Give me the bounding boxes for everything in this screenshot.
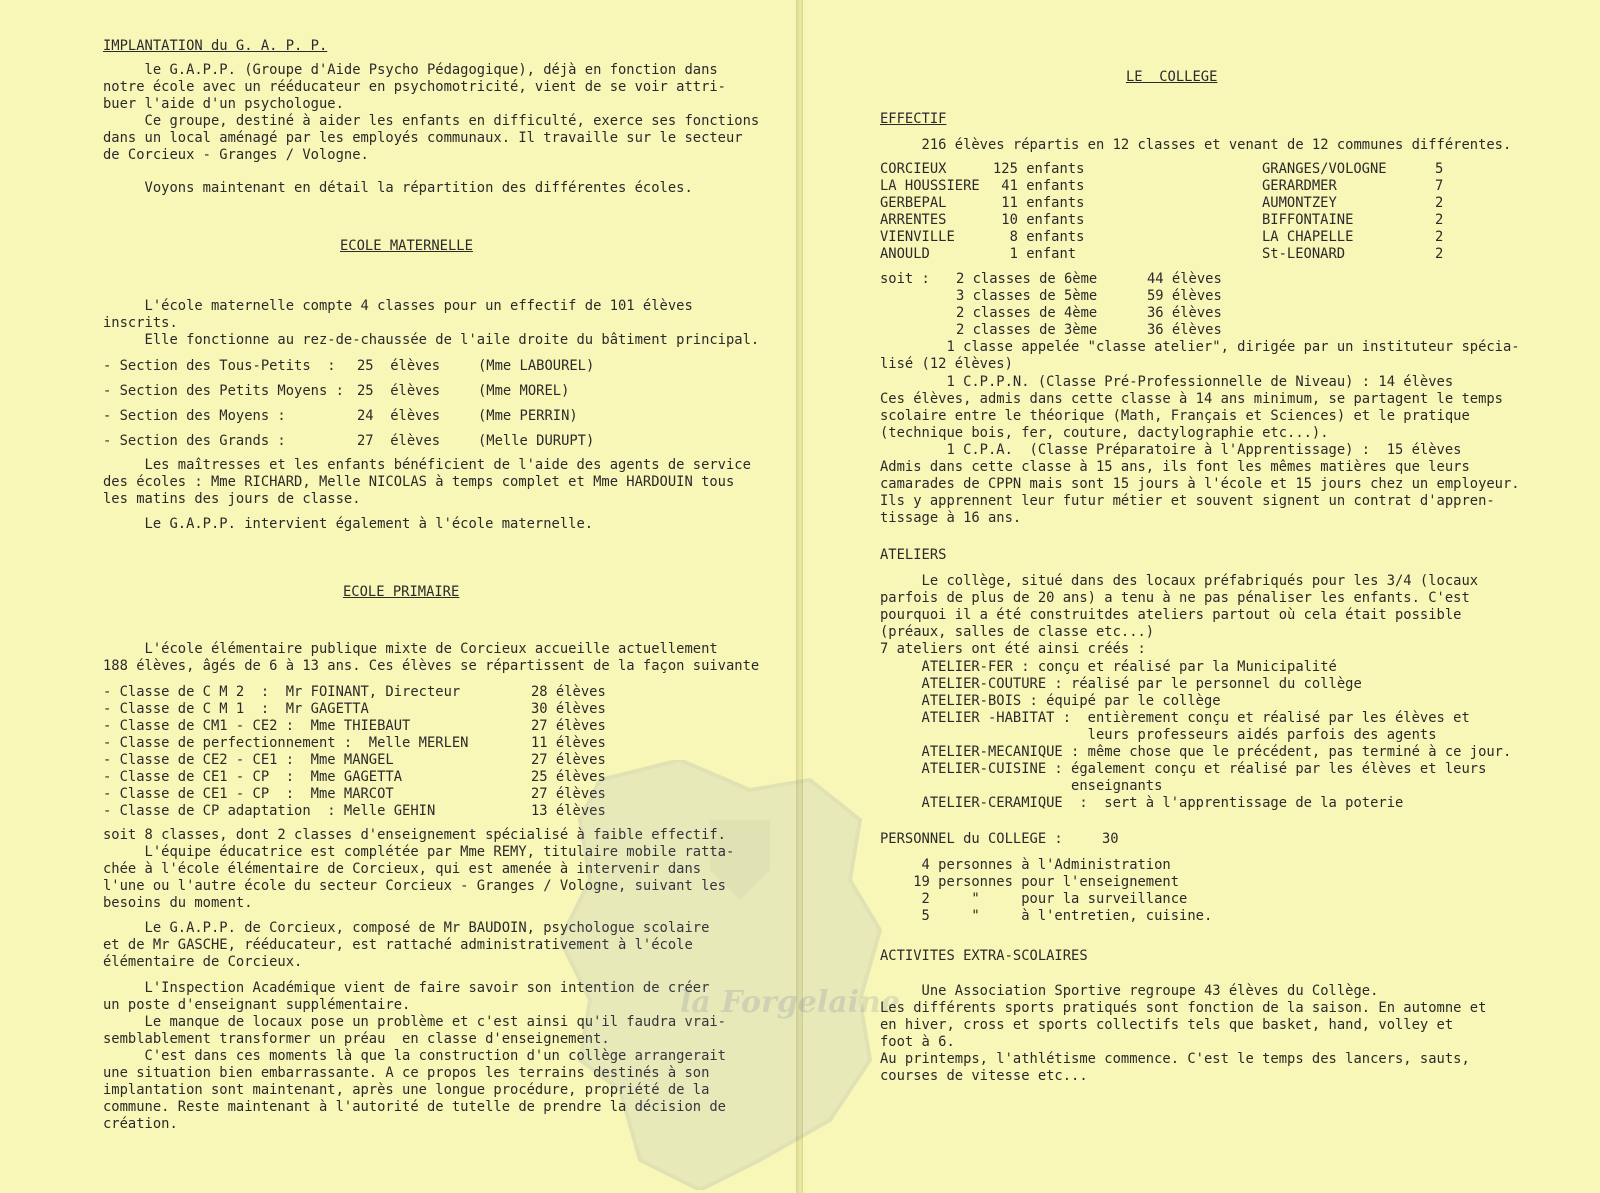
atelier-class-line-1: 1 classe appelée "classe atelier", dirigée par un instituteur spécia- (880, 339, 1520, 355)
watermark-map-icon (560, 760, 890, 1190)
primaire-p1-line-1: L'école élémentaire publique mixte de Corcieux accueille actuellement (103, 641, 718, 657)
commune-count: 11 enfants (993, 195, 1085, 211)
maternelle-p3-line-2: des écoles : Mme RICHARD, Melle NICOLAS à temps complet et Mme HARDOUIN tous (103, 474, 735, 490)
class-label: - Classe de C M 2 : Mr FOINANT, Directeur (103, 684, 461, 700)
effectif-heading: EFFECTIF (880, 111, 947, 127)
commune-name: GERBEPAL (880, 195, 947, 211)
section-count: 27 élèves (357, 433, 441, 449)
personnel-line: 19 personnes pour l'enseignement (880, 874, 1180, 890)
maternelle-p2: Elle fonctionne au rez-de-chaussée de l'aile droite du bâtiment principal. (103, 332, 760, 348)
class-count: 11 élèves (531, 735, 606, 751)
section-label: - Section des Petits Moyens : (103, 383, 344, 399)
atelier-item: leurs professeurs aidés parfois des agents (880, 727, 1437, 743)
class-label: - Classe de CE1 - CP : Mme MARCOT (103, 786, 394, 802)
activites-heading: ACTIVITES EXTRA-SCOLAIRES (880, 948, 1088, 964)
commune-count: 2 (1435, 246, 1444, 262)
maternelle-p4: Le G.A.P.P. intervient également à l'école maternelle. (103, 516, 594, 532)
primaire-p1-line-2: 188 élèves, âgés de 6 à 13 ans. Ces élèves se répartissent de la façon suivante (103, 658, 760, 674)
ateliers-p1-line-2: parfois de plus de 20 ans) a tenu à ne pas pénaliser les enfants. C'est (880, 590, 1470, 606)
commune-name: AUMONTZEY (1262, 195, 1337, 211)
commune-count: 2 (1435, 212, 1444, 228)
section-count: 25 élèves (357, 358, 441, 374)
class-count: 30 élèves (531, 701, 606, 717)
commune-name: VIENVILLE (880, 229, 955, 245)
class-count: 27 élèves (531, 786, 606, 802)
implantation-p1-line-1: le G.A.P.P. (Groupe d'Aide Psycho Pédagogique), déjà en fonction dans (103, 62, 718, 78)
commune-name: GRANGES/VOLOGNE (1262, 161, 1387, 177)
college-title: LE COLLEGE (1126, 69, 1218, 85)
primaire-p6-line-2: semblablement transformer un préau en classe d'enseignement. (103, 1031, 610, 1047)
implantation-p1-line-3: buer l'aide d'un psychologue. (103, 96, 344, 112)
activites-line: Les différents sports pratiqués sont fonction de la saison. En automne et (880, 1000, 1487, 1016)
activites-line: Au printemps, l'athlétisme commence. C'est le temps des lancers, sauts, (880, 1051, 1470, 1067)
cppn-line-2: Ces élèves, admis dans cette classe à 14 ans minimum, se partagent le temps (880, 391, 1503, 407)
primaire-p3-line-1: L'équipe éducatrice est complétée par Mme REMY, titulaire mobile ratta- (103, 844, 735, 860)
maternelle-p1-line-1: L'école maternelle compte 4 classes pour un effectif de 101 élèves (103, 298, 693, 314)
activites-line: courses de vitesse etc... (880, 1068, 1088, 1084)
atelier-item: ATELIER-CUISINE : également conçu et réalisé par les élèves et leurs (880, 761, 1487, 777)
commune-count: 7 (1435, 178, 1444, 194)
class-count: 25 élèves (531, 769, 606, 785)
primaire-p7-line-5: création. (103, 1116, 178, 1132)
class-count: 27 élèves (531, 752, 606, 768)
cpa-line-5: tissage à 16 ans. (880, 510, 1022, 526)
primaire-p2: soit 8 classes, dont 2 classes d'enseignement spécialisé à faible effectif. (103, 827, 726, 843)
level-classes: 3 classes de 5ème (956, 288, 1098, 304)
cppn-line-3: scolaire entre le théorique (Math, Français et Sciences) et le pratique (880, 408, 1470, 424)
level-count: 44 élèves (1147, 271, 1222, 287)
primaire-p5-line-1: L'Inspection Académique vient de faire savoir son intention de créer (103, 980, 710, 996)
level-count: 59 élèves (1147, 288, 1222, 304)
class-label: - Classe de CP adaptation : Melle GEHIN (103, 803, 436, 819)
commune-name: CORCIEUX (880, 161, 947, 177)
primaire-p4-line-1: Le G.A.P.P. de Corcieux, composé de Mr BAUDOIN, psychologue scolaire (103, 920, 710, 936)
implantation-p1-line-2: notre école avec un rééducateur en psychomotricité, vient de se voir attri- (103, 79, 726, 95)
maternelle-heading: ECOLE MATERNELLE (340, 238, 473, 254)
atelier-item: enseignants (880, 778, 1163, 794)
class-count: 27 élèves (531, 718, 606, 734)
class-label: - Classe de perfectionnement : Melle MERLEN (103, 735, 469, 751)
class-label: - Classe de CM1 - CE2 : Mme THIEBAUT (103, 718, 411, 734)
primaire-p5-line-2: un poste d'enseignant supplémentaire. (103, 997, 411, 1013)
commune-count: 41 enfants (993, 178, 1085, 194)
level-classes: 2 classes de 3ème (956, 322, 1098, 338)
commune-name: ANOULD (880, 246, 930, 262)
class-label: - Classe de CE2 - CE1 : Mme MANGEL (103, 752, 394, 768)
atelier-class-line-2: lisé (12 élèves) (880, 356, 1013, 372)
commune-count: 2 (1435, 195, 1444, 211)
section-label: - Section des Moyens : (103, 408, 286, 424)
class-label: - Classe de C M 1 : Mr GAGETTA (103, 701, 369, 717)
atelier-item: ATELIER-MECANIQUE : même chose que le précédent, pas terminé à ce jour. (880, 744, 1512, 760)
implantation-heading: IMPLANTATION du G. A. P. P. (103, 38, 328, 54)
section-label: - Section des Tous-Petits : (103, 358, 336, 374)
section-teacher: (Mme MOREL) (478, 383, 570, 399)
level-count: 36 élèves (1147, 322, 1222, 338)
primaire-p7-line-4: commune. Reste maintenant à l'autorité de tutelle de prendre la décision de (103, 1099, 726, 1115)
commune-name: LA HOUSSIERE (880, 178, 980, 194)
atelier-item: ATELIER-BOIS : équipé par le collège (880, 693, 1221, 709)
ateliers-p1-line-3: pourquoi il a été construitdes ateliers partout où cela était possible (880, 607, 1462, 623)
ateliers-p2: 7 ateliers ont été ainsi créés : (880, 641, 1146, 657)
primaire-p4-line-2: et de Mr GASCHE, rééducateur, est rattaché administrativement à l'école (103, 937, 693, 953)
activites-line: en hiver, cross et sports collectifs tels que basket, hand, volley et (880, 1017, 1454, 1033)
commune-name: BIFFONTAINE (1262, 212, 1354, 228)
primaire-p3-line-3: l'une ou l'autre école du secteur Corcieux - Granges / Vologne, suivant les (103, 878, 726, 894)
level-count: 36 élèves (1147, 305, 1222, 321)
personnel-heading: PERSONNEL du COLLEGE : (880, 831, 1063, 847)
primaire-p4-line-3: élémentaire de Corcieux. (103, 954, 303, 970)
atelier-item: ATELIER-FER : conçu et réalisé par la Municipalité (880, 659, 1337, 675)
ateliers-p1-line-1: Le collège, situé dans des locaux préfabriqués pour les 3/4 (locaux (880, 573, 1479, 589)
atelier-item: ATELIER-COUTURE : réalisé par le personnel du collège (880, 676, 1362, 692)
implantation-p2-line-3: de Corcieux - Granges / Vologne. (103, 147, 369, 163)
primaire-p3-line-2: chée à l'école élémentaire de Corcieux, qui est amenée à intervenir dans (103, 861, 702, 877)
maternelle-p3-line-3: les matins des jours de classe. (103, 491, 361, 507)
implantation-p3: Voyons maintenant en détail la répartition des différentes écoles. (103, 180, 693, 196)
personnel-line: 4 personnes à l'Administration (880, 857, 1171, 873)
ateliers-heading: ATELIERS (880, 547, 947, 563)
class-count: 28 élèves (531, 684, 606, 700)
effectif-intro: 216 élèves répartis en 12 classes et venant de 12 communes différentes. (880, 137, 1512, 153)
commune-count: 1 enfant (993, 246, 1077, 262)
cpa-line-3: camarades de CPPN mais sont 15 jours à l'école et 15 jours chez un employeur. (880, 476, 1520, 492)
commune-name: LA CHAPELLE (1262, 229, 1354, 245)
commune-count: 2 (1435, 229, 1444, 245)
section-count: 24 élèves (357, 408, 441, 424)
primaire-p3-line-4: besoins du moment. (103, 895, 253, 911)
section-label: - Section des Grands : (103, 433, 286, 449)
atelier-item: ATELIER-CERAMIQUE : sert à l'apprentissage de la poterie (880, 795, 1404, 811)
maternelle-p3-line-1: Les maîtresses et les enfants bénéficient de l'aide des agents de service (103, 457, 751, 473)
primaire-p7-line-3: implantation sont maintenant, après une longue procédure, propriété de la (103, 1082, 710, 1098)
cppn-line-1: 1 C.P.P.N. (Classe Pré-Professionnelle de Niveau) : 14 élèves (880, 374, 1454, 390)
ateliers-p1-line-4: (préaux, salles de classe etc...) (880, 624, 1155, 640)
commune-count: 8 enfants (993, 229, 1085, 245)
right-page (803, 0, 1600, 1193)
level-classes: 2 classes de 4ème (956, 305, 1098, 321)
commune-name: ARRENTES (880, 212, 947, 228)
cpa-line-1: 1 C.P.A. (Classe Préparatoire à l'Apprentissage) : 15 élèves (880, 442, 1462, 458)
implantation-p2-line-1: Ce groupe, destiné à aider les enfants en difficulté, exerce ses fonctions (103, 113, 760, 129)
commune-count: 5 (1435, 161, 1444, 177)
section-teacher: (Mme LABOUREL) (478, 358, 595, 374)
personnel-line: 5 " à l'entretien, cuisine. (880, 908, 1213, 924)
section-teacher: (Melle DURUPT) (478, 433, 595, 449)
section-teacher: (Mme PERRIN) (478, 408, 578, 424)
commune-name: GERARDMER (1262, 178, 1337, 194)
commune-count: 125 enfants (993, 161, 1085, 177)
activites-line: foot à 6. (880, 1034, 955, 1050)
personnel-line: 2 " pour la surveillance (880, 891, 1188, 907)
maternelle-p1-line-2: inscrits. (103, 315, 178, 331)
commune-name: St-LEONARD (1262, 246, 1346, 262)
cppn-line-4: (technique bois, fer, couture, dactylographie etc...). (880, 425, 1329, 441)
activites-line: Une Association Sportive regroupe 43 élèves du Collège. (880, 983, 1379, 999)
commune-count: 10 enfants (993, 212, 1085, 228)
primaire-p6-line-1: Le manque de locaux pose un problème et c'est ainsi qu'il faudra vrai- (103, 1014, 726, 1030)
primaire-heading: ECOLE PRIMAIRE (343, 584, 460, 600)
level-classes: 2 classes de 6ème (956, 271, 1098, 287)
soit-label: soit : (880, 271, 930, 287)
class-count: 13 élèves (531, 803, 606, 819)
cpa-line-4: Ils y apprennent leur futur métier et souvent signent un contrat d'appren- (880, 493, 1495, 509)
watermark-text: la Forgelaine (680, 985, 900, 1020)
primaire-p7-line-2: une situation bien embarrassante. A ce propos les terrains destinés à son (103, 1065, 710, 1081)
implantation-p2-line-2: dans un local aménagé par les employés communaux. Il travaille sur le secteur (103, 130, 743, 146)
section-count: 25 élèves (357, 383, 441, 399)
class-label: - Classe de CE1 - CP : Mme GAGETTA (103, 769, 403, 785)
atelier-item: ATELIER -HABITAT : entièrement conçu et réalisé par les élèves et (880, 710, 1470, 726)
personnel-total: 30 (1102, 831, 1119, 847)
cpa-line-2: Admis dans cette classe à 15 ans, ils font les mêmes matières que leurs (880, 459, 1470, 475)
primaire-p7-line-1: C'est dans ces moments là que la construction d'un collège arrangerait (103, 1048, 726, 1064)
